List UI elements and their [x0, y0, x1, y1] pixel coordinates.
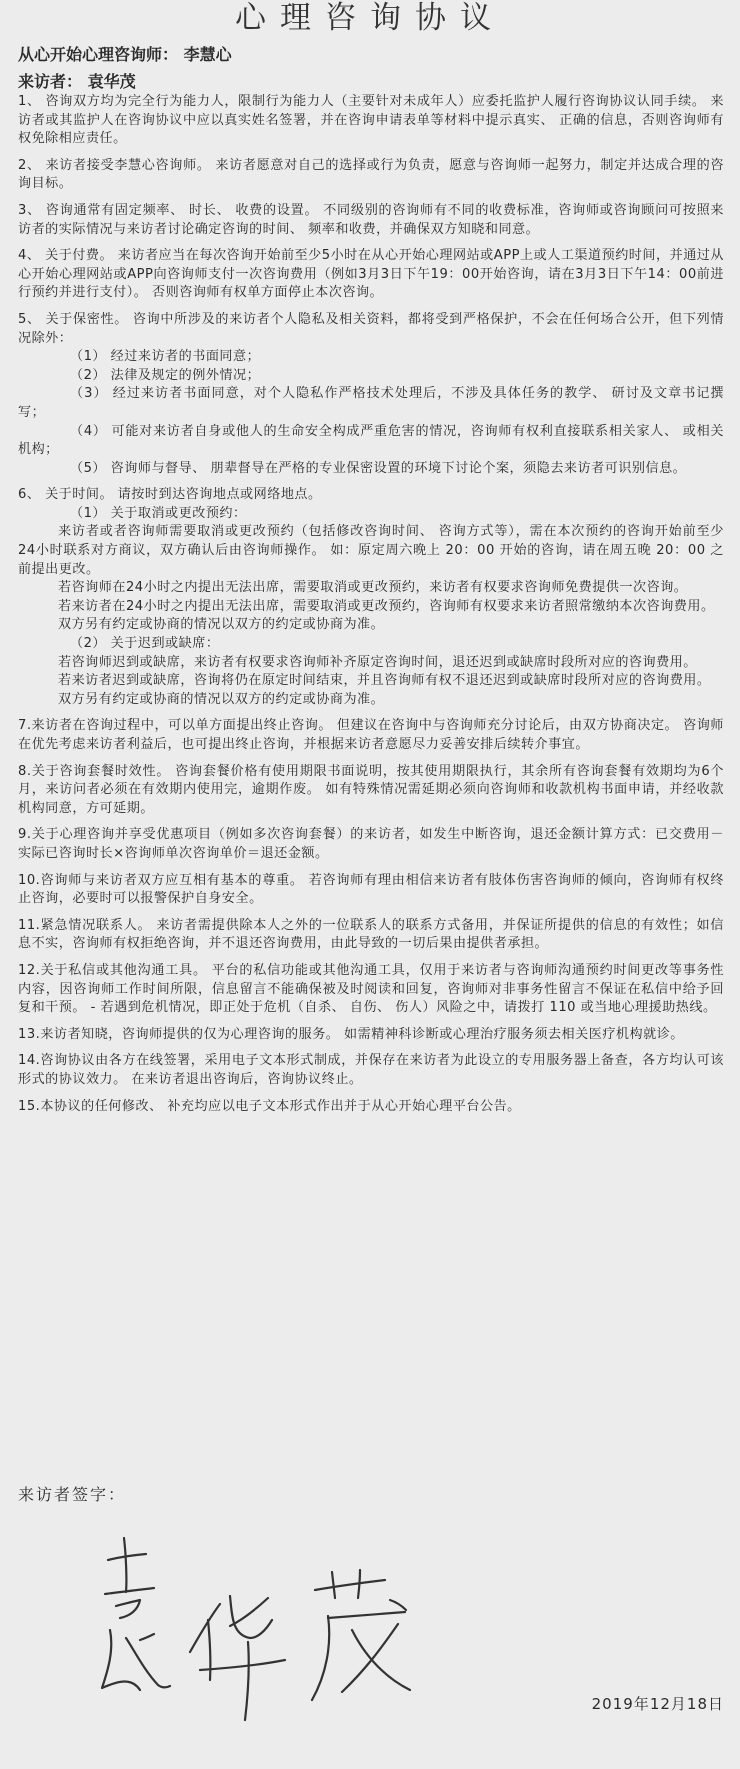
clause-5-item-1: （1） 经过来访者的书面同意； [70, 349, 261, 365]
clause-6-sub-2-c: 双方另有约定或协商的情况以双方的约定或协商为准。 [58, 691, 385, 707]
clause-7: 7.来访者在咨询过程中，可以单方面提出终止咨询。 但建议在咨询中与咨询师充分讨论后，由双方协商决定。 咨询师在优先考虑来访者利益后，也可提出终止咨询，并根据来访者意愿尽力妥善安排后续转介事宜。 [18, 718, 724, 752]
clause-6-sub-1-c: 若来访者在24小时之内提出无法出席，需要取消或更改预约，咨询师有权要求来访者照常缴纳本次咨询费用。 [58, 598, 715, 614]
clause-6-sub-1-d: 双方另有约定或协商的情况以双方的约定或协商为准。 [58, 617, 385, 633]
clause-5-item-2: （2） 法律及规定的例外情况； [70, 367, 261, 383]
clause-6-sub-2-a: 若咨询师迟到或缺席，来访者有权要求咨询师补齐原定咨询时间，退还迟到或缺席时段所对应的咨询费用。 [58, 654, 697, 670]
clause-5-item-5: （5） 咨询师与督导、 朋辈督导在严格的专业保密设置的环境下讨论个案，须隐去来访者可识别信息。 [70, 460, 687, 476]
clause-8: 8.关于咨询套餐时效性。 咨询套餐价格有使用期限书面说明，按其使用期限执行，其余所有咨询套餐有效期均为6个月，来访问者必须在有效期内使用完，逾期作废。 如有特殊情况需延期必须向咨询师和收款机构书面申请，并经收款机构同意，方可延期。 [18, 763, 724, 816]
client-line: 来访者： 袁华茂 [18, 72, 136, 91]
clause-3: 3、 咨询通常有固定频率、 时长、 收费的设置。 不同级别的咨询师有不同的收费标准，咨询师或咨询顾问可按照来访者的实际情况与来访者讨论确定咨询的时间、 频率和收费，并确保双方知晓和同意。 [18, 202, 724, 237]
clause-5-intro: 5、 关于保密性。 咨询中所涉及的来访者个人隐私及相关资料，都将受到严格保护，不会在任何场合公开，但下列情况除外： [18, 311, 724, 346]
clause-5-item-4: （4） 可能对来访者自身或他人的生命安全构成严重危害的情况，咨询师有权利直接联系相关家人、 或相关机构； [18, 423, 724, 458]
clause-6-sub-1-b: 若咨询师在24小时之内提出无法出席，需要取消或更改预约，来访者有权要求咨询师免费提供一次咨询。 [58, 580, 688, 596]
clause-9: 9.关于心理咨询并享受优惠项目（例如多次咨询套餐）的来访者，如发生中断咨询，退还金额计算方式：已交费用－实际已咨询时长×咨询师单次咨询单价＝退还金额。 [18, 827, 724, 861]
clause-15: 15.本协议的任何修改、 补充均应以电子文本形式作出并于从心开始心理平台公告。 [18, 1098, 521, 1114]
signing-date: 2019年12月18日 [591, 1695, 724, 1713]
clause-2: 2、 来访者接受李慧心咨询师。 来访者愿意对自己的选择或行为负责，愿意与咨询师一起努力，制定并达成合理的咨询目标。 [18, 157, 724, 192]
document-title: 心理咨询协议 [235, 0, 505, 36]
clause-6-sub-2-title: （2） 关于迟到或缺席： [70, 636, 220, 652]
clause-6-sub-1-a: 来访者或者咨询师需要取消或更改预约（包括修改咨询时间、 咨询方式等），需在本次预约的咨询开始前至少24小时联系对方商议，双方确认后由咨询师操作。 如：原定周六晚上 20：00 开始的咨询，请在周五晚 20：00 之前提出更改。 [18, 524, 724, 577]
signature-label: 来访者签字： [18, 1485, 127, 1504]
clause-13: 13.来访者知晓，咨询师提供的仅为心理咨询的服务。 如需精神科诊断或心理治疗服务须去相关医疗机构就诊。 [18, 1026, 684, 1042]
agreement-body [18, 93, 724, 1124]
counselor-line: 从心开始心理咨询师： 李慧心 [18, 45, 232, 64]
clause-5-item-3: （3） 经过来访者书面同意，对个人隐私作严格技术处理后，不涉及具体任务的教学、 研讨及文章书记撰写； [18, 386, 724, 420]
clause-6-intro: 6、 关于时间。 请按时到达咨询地点或网络地点。 [18, 487, 322, 503]
clause-14: 14.咨询协议由各方在线签署，采用电子文本形式制成，并保存在来访者为此设立的专用服务器上备查，各方均认可该形式的协议效力。 在来访者退出咨询后，咨询协议终止。 [18, 1053, 724, 1087]
clause-4: 4、 关于付费。 来访者应当在每次咨询开始前至少5小时在从心开始心理网站或APP上或人工渠道预约时间，并通过从心开始心理网站或APP向咨询师支付一次咨询费用（例如3月3日下午19：00开始咨询，请在3月3日下午14：00前进行预约并进行支付）。 否则咨询师有权单方面停止本次咨询。 [18, 248, 724, 301]
clause-10: 10.咨询师与来访者双方应互相有基本的尊重。 若咨询师有理由相信来访者有肢体伤害咨询师的倾向，咨询师有权终止咨询，必要时可以报警保护自身安全。 [18, 872, 724, 907]
clause-11: 11.紧急情况联系人。 来访者需提供除本人之外的一位联系人的联系方式备用，并保证所提供的信息的有效性；如信息不实，咨询师有权拒绝咨询，并不退还咨询费用，由此导致的一切后果由提供者承担。 [18, 917, 724, 952]
clause-12: 12.关于私信或其他沟通工具。 平台的私信功能或其他沟通工具，仅用于来访者与咨询师沟通预约时间更改等事务性内容，因咨询师工作时间所限，信息留言不能确保被及时阅读和回复，咨询师对非事务性留言不保证在私信中给予回复和干预。 - 若遇到危机情况，即正处于危机（自杀、 自伤、 伤人）风险之中，请拨打 110 或当地心理援助热线。 [18, 962, 724, 1016]
clause-6-sub-2-b: 若来访者迟到或缺席，咨询将仍在原定时间结束，并且咨询师有权不退还迟到或缺席时段所对应的咨询费用。 [58, 673, 711, 689]
clause-1: 1、 咨询双方均为完全行为能力人，限制行为能力人（主要针对未成年人）应委托监护人履行咨询协议认同手续。 来访者或其监护人在咨询协议中应以真实姓名签署，并在咨询申请表单等材料中提示真实、 正确的信息，否则咨询师有权免除相应责任。 [18, 94, 724, 147]
clause-6-sub-1-title: （1） 关于取消或更改预约： [70, 505, 247, 521]
client-signature [80, 1520, 480, 1730]
